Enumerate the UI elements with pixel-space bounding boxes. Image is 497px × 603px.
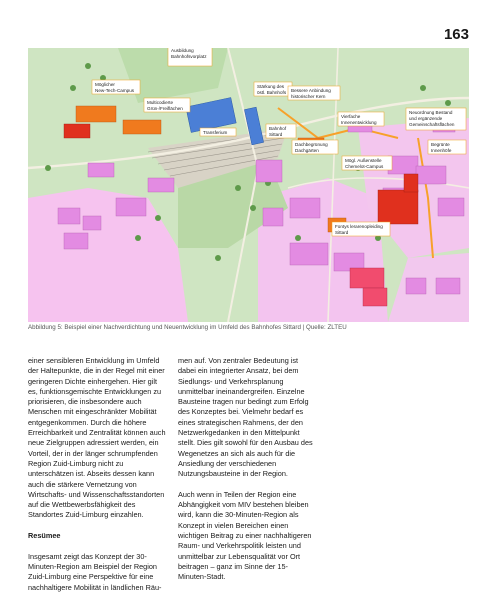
label-historischer-kern — [288, 86, 340, 100]
svg-text:Sittard: Sittard — [269, 132, 283, 137]
svg-text:Multicodierte: Multicodierte — [147, 100, 174, 105]
site-plan-figure — [28, 48, 469, 322]
label-innenentwicklung — [338, 112, 384, 126]
svg-text:Mögl. Außenstelle: Mögl. Außenstelle — [345, 158, 382, 163]
svg-text:New-Tech-Campus: New-Tech-Campus — [95, 88, 135, 93]
label-bahnhofsvorplatz — [168, 48, 212, 66]
svg-text:Grün-/Freiflächen: Grün-/Freiflächen — [147, 106, 183, 111]
svg-text:Sittard: Sittard — [335, 230, 349, 235]
svg-text:Ausbildung: Ausbildung — [171, 48, 194, 53]
svg-text:Innenentwicklung: Innenentwicklung — [341, 120, 377, 125]
page-number: 163 — [443, 26, 469, 43]
svg-text:Gemeinschaftsflächen: Gemeinschaftsflächen — [409, 122, 455, 127]
label-transferium — [200, 128, 236, 136]
label-bahnhof-sittard — [266, 124, 296, 138]
svg-text:Dachgärten: Dachgärten — [295, 148, 319, 153]
text-column-middle — [178, 356, 316, 593]
text-column-left — [28, 356, 166, 603]
svg-text:Chemelot-Campus: Chemelot-Campus — [345, 164, 384, 169]
svg-text:und ergänzende: und ergänzende — [409, 116, 443, 121]
label-freiflaechen — [144, 98, 190, 112]
svg-text:Bahnhof: Bahnhof — [269, 126, 287, 131]
figure-caption: Abbildung 5: Beispiel einer Nachverdichtung und Neuentwicklung im Umfeld des Bahnhofes Sittard | Quelle: ZLTEU — [28, 324, 347, 331]
label-fontys — [332, 222, 390, 236]
svg-text:Bessere Anbindung: Bessere Anbindung — [291, 88, 331, 93]
svg-text:Vierfache: Vierfache — [341, 114, 361, 119]
paragraph: Insgesamt zeigt das Konzept der 30-Minuten-Region am Beispiel der Region Zuid-Limburg eine Perspektive für eine nachhaltigere Mobilität in ländlichen Räu- — [28, 551, 162, 592]
label-dachbegruenung — [292, 140, 338, 154]
svg-text:Innenhöfe: Innenhöfe — [431, 148, 452, 153]
label-oestl-bahnhof — [254, 82, 292, 96]
paragraph: men auf. Von zentraler Bedeutung ist dabei ein integrierter Ansatz, bei dem Siedlungs- und Verkehrsplanung unmittelbar ineinandergreifen. Einzelne Bausteine tragen nur bedingt zum Erfolg des Konzeptes bei. Vielmehr bedarf es eines strategischen Rahmens, der den Netzwerkgedanken in den Mittelpunkt stellt. Dies gilt sowohl für den Ausbau des Wegenetzes an sich als auch für die Ansiedlung der verschiedenen Nutzungsbausteine in der Region. — [178, 356, 313, 479]
svg-text:östl. Bahnhofs: östl. Bahnhofs — [257, 90, 287, 95]
section-heading: Resümee — [28, 531, 61, 541]
label-begruente-innenhoefe — [428, 140, 466, 154]
svg-text:Stärkung des: Stärkung des — [257, 84, 285, 89]
svg-text:Neuordnung Bestand: Neuordnung Bestand — [409, 110, 453, 115]
svg-text:Dachbegrünung: Dachbegrünung — [295, 142, 328, 147]
svg-text:Fontys lerarenopleiding: Fontys lerarenopleiding — [335, 224, 383, 229]
aerial-map-illustration — [28, 48, 469, 322]
label-new-tech-campus — [92, 80, 140, 94]
svg-text:historischer Kern: historischer Kern — [291, 94, 326, 99]
svg-text:Möglicher: Möglicher — [95, 82, 115, 87]
paragraph: einer sensibleren Entwicklung im Umfeld der Haltepunkte, die in der Regel mit einer geringeren Dichte einhergehen. Hier gilt es, funktionsgemischte Entwicklungen zu priorisieren, die insbesondere auch Menschen mit eingeschränkter Mobilität entgegenkommen. Durch die höhere Erreichbarkeit und Zentralität können auch neue Zielgruppen adressiert werden, ein Vorteil, der in der länger schrumpfenden Region Zuid-Limburg nicht zu unterschätzen ist. Abseits dessen kann auch die stärkere Vernetzung von Wirtschafts- und Wissenschaftsstandorten auf die Wettbewerbsfähigkeit des Standortes Zuid-Limburg einzahlen. — [28, 356, 166, 520]
label-neuordnung-bestand — [406, 108, 466, 130]
svg-text:Begrünte: Begrünte — [431, 142, 450, 147]
svg-text:Transferium: Transferium — [203, 130, 228, 135]
svg-text:Bahnhofsvorplatz: Bahnhofsvorplatz — [171, 54, 207, 59]
label-chemelot-campus — [342, 156, 392, 170]
paragraph: Auch wenn in Teilen der Region eine Abhängigkeit vom MIV bestehen bleiben wird, kann die 30-Minuten-Region als Konzept in vielen Bereichen einen wichtigen Beitrag zu einer nachhaltigeren Raum- und Verkehrspolitik leisten und unmittelbar zur Lebensqualität vor Ort beitragen – ganz im Sinne der 15-Minuten-Stadt. — [178, 489, 312, 582]
